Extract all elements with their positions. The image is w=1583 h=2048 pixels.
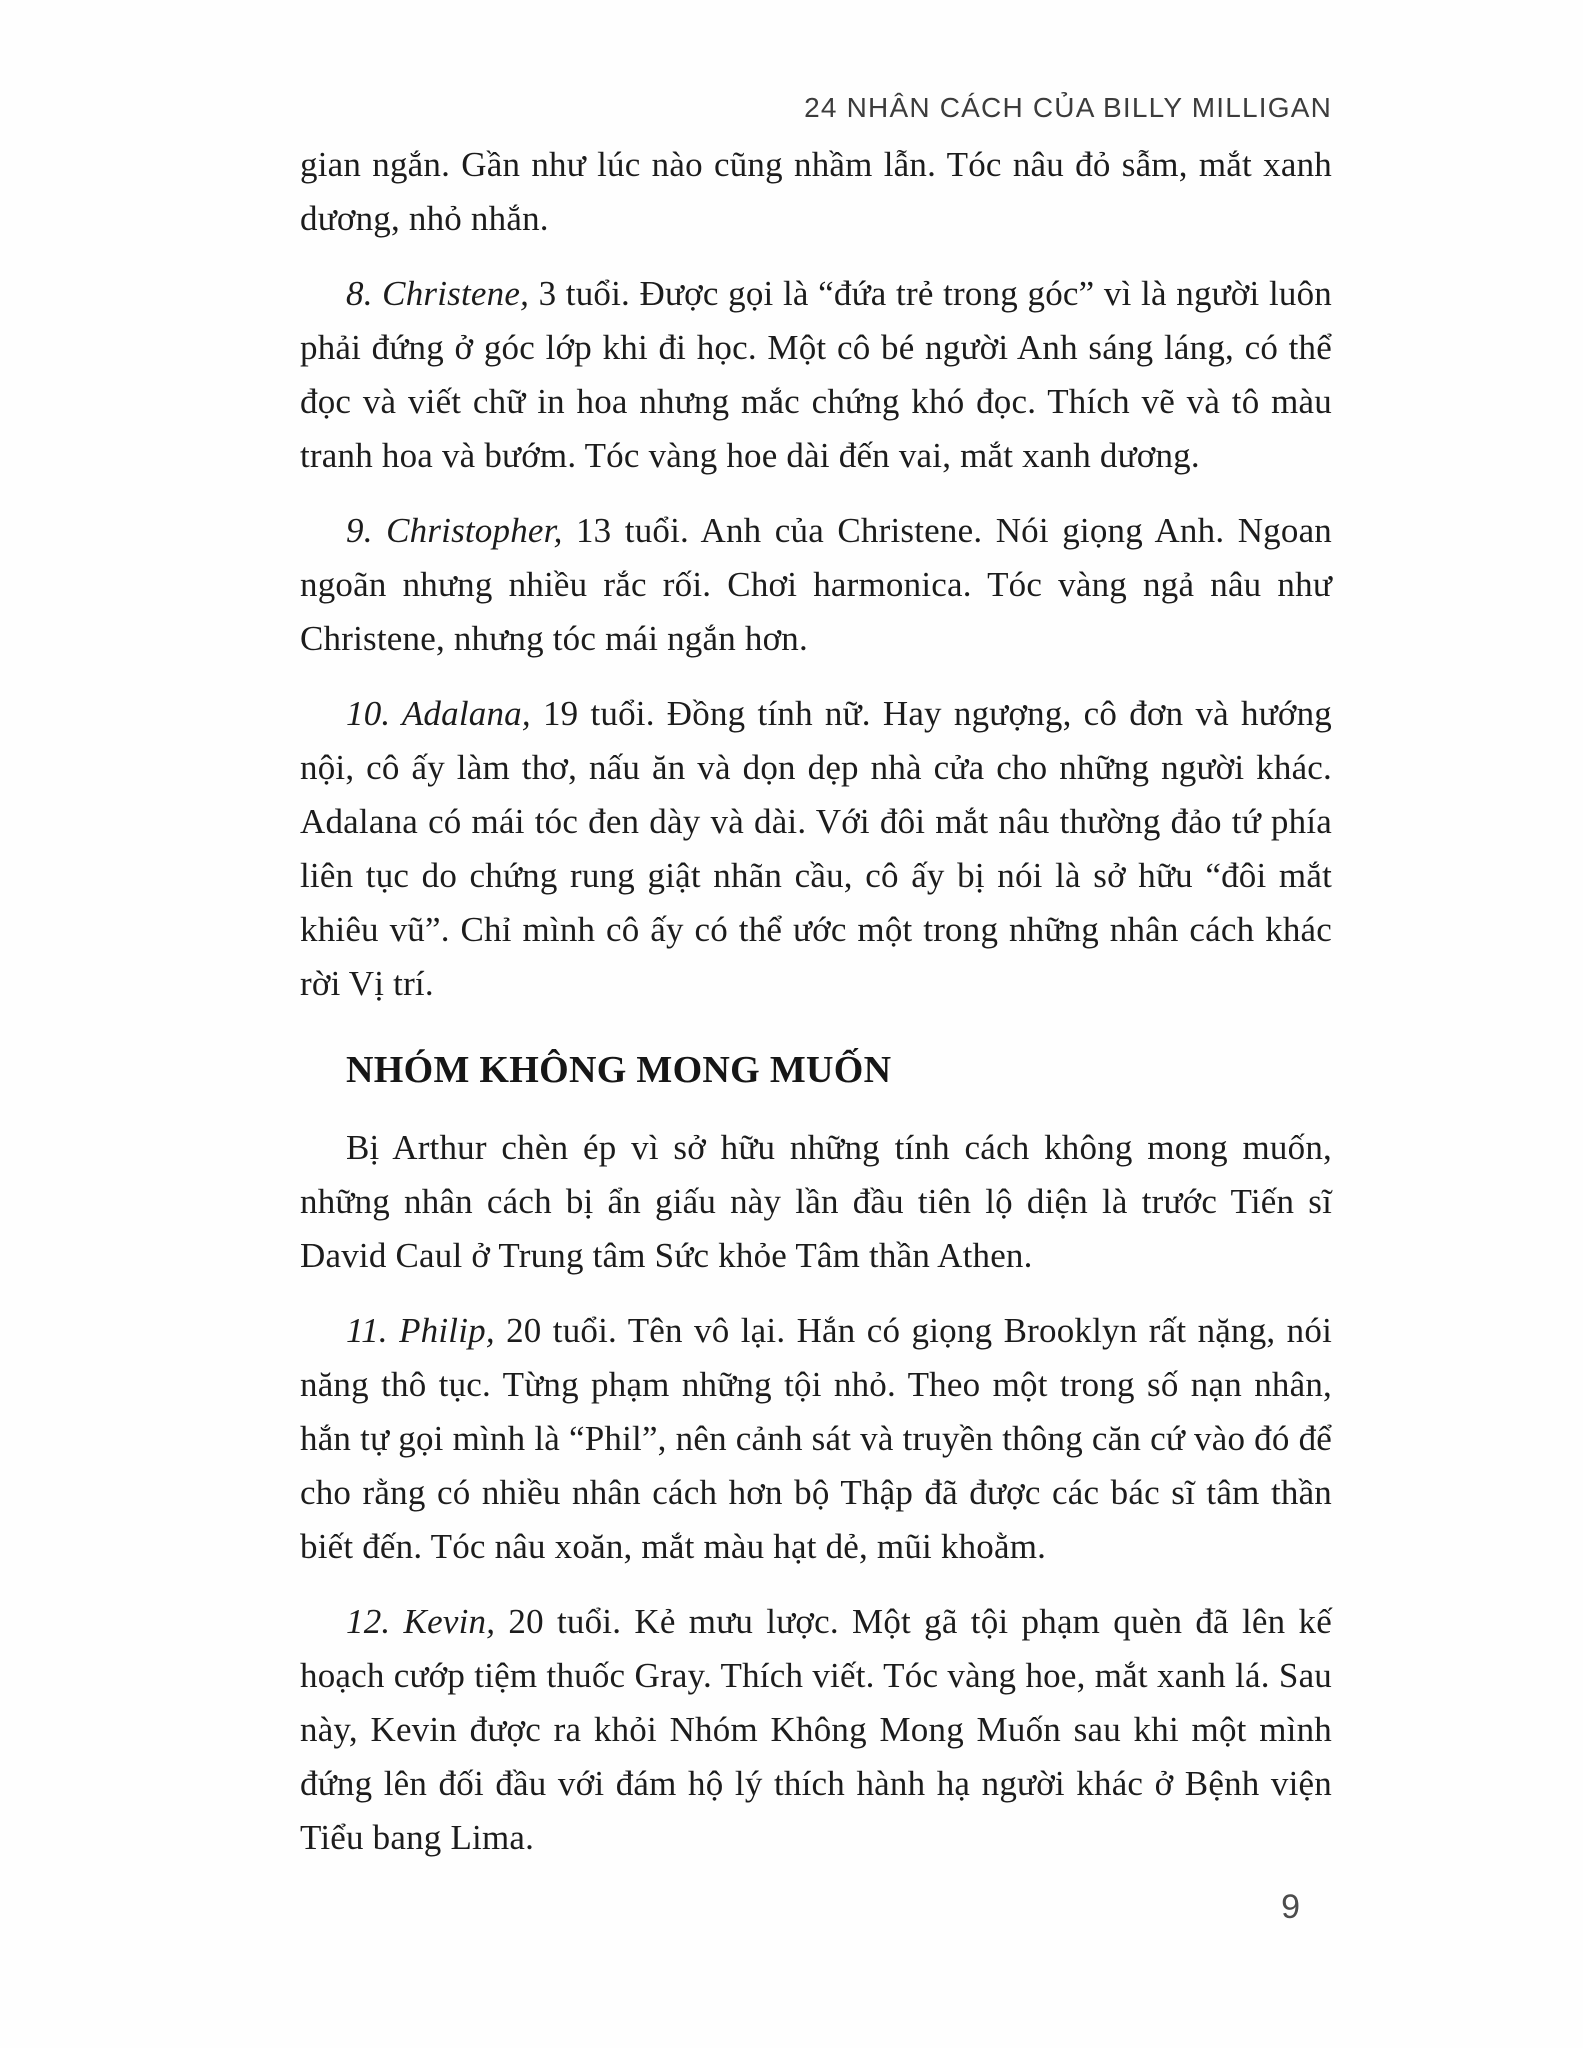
running-header (300, 92, 1332, 124)
running-header-title: 24 NHÂN CÁCH CỦA BILLY MILLIGAN (804, 92, 1332, 123)
entry-christene-lead: 8. Christene, (346, 274, 530, 313)
paragraph-continuation: gian ngắn. Gần như lúc nào cũng nhầm lẫn. Tóc nâu đỏ sẫm, mắt xanh dương, nhỏ nhắn. (300, 145, 1332, 238)
entry-christene (300, 267, 1332, 483)
entry-philip (300, 1304, 1332, 1574)
page-number: 9 (1281, 1888, 1300, 1926)
entry-christopher-text: 13 tuổi. Anh của Christene. Nói giọng Anh. Ngoan ngoãn nhưng nhiều rắc rối. Chơi harmonica. Tóc vàng ngả nâu như Christene, nhưng tóc mái ngắn hơn. (300, 511, 1333, 658)
entry-christene-text: 3 tuổi. Được gọi là “đứa trẻ trong góc” vì là người luôn phải đứng ở góc lớp khi đi học. Một cô bé người Anh sáng láng, có thể đọc và viết chữ in hoa nhưng mắc chứng khó đọc. Thích vẽ và tô màu tranh hoa và bướm. Tóc vàng hoe dài đến vai, mắt xanh dương. (300, 274, 1332, 475)
entry-adalana-lead: 10. Adalana, (346, 694, 531, 733)
entry-kevin (300, 1595, 1332, 1865)
section-heading: NHÓM KHÔNG MONG MUỐN (346, 1049, 892, 1091)
section-intro-paragraph: Bị Arthur chèn ép vì sở hữu những tính cách không mong muốn, những nhân cách bị ẩn giấu này lần đầu tiên lộ diện là trước Tiến sĩ David Caul ở Trung tâm Sức khỏe Tâm thần Athen. (300, 1128, 1332, 1275)
entry-christopher (300, 504, 1332, 666)
entry-adalana (300, 687, 1332, 1011)
text-block (300, 138, 1332, 1886)
entry-adalana-text: 19 tuổi. Đồng tính nữ. Hay ngượng, cô đơn và hướng nội, cô ấy làm thơ, nấu ăn và dọn dẹp nhà cửa cho những người khác. Adalana có mái tóc đen dày và dài. Với đôi mắt nâu thường đảo tứ phía liên tục do chứng rung giật nhãn cầu, cô ấy bị nói là sở hữu “đôi mắt khiêu vũ”. Chỉ mình cô ấy có thể ước một trong những nhân cách khác rời Vị trí. (300, 694, 1333, 1003)
entry-philip-text: 20 tuổi. Tên vô lại. Hắn có giọng Brooklyn rất nặng, nói năng thô tục. Từng phạm những tội nhỏ. Theo một trong số nạn nhân, hắn tự gọi mình là “Phil”, nên cảnh sát và truyền thông căn cứ vào đó để cho rằng có nhiều nhân cách hơn bộ Thập đã được các bác sĩ tâm thần biết đến. Tóc nâu xoăn, mắt màu hạt dẻ, mũi khoằm. (300, 1311, 1332, 1566)
entry-philip-lead: 11. Philip, (346, 1311, 495, 1350)
entry-kevin-lead: 12. Kevin, (346, 1602, 496, 1641)
entry-kevin-text: 20 tuổi. Kẻ mưu lược. Một gã tội phạm quèn đã lên kế hoạch cướp tiệm thuốc Gray. Thích viết. Tóc vàng hoe, mắt xanh lá. Sau này, Kevin được ra khỏi Nhóm Không Mong Muốn sau khi một mình đứng lên đối đầu với đám hộ lý thích hành hạ người khác ở Bệnh viện Tiểu bang Lima. (300, 1602, 1332, 1857)
entry-christopher-lead: 9. Christopher, (346, 511, 563, 550)
